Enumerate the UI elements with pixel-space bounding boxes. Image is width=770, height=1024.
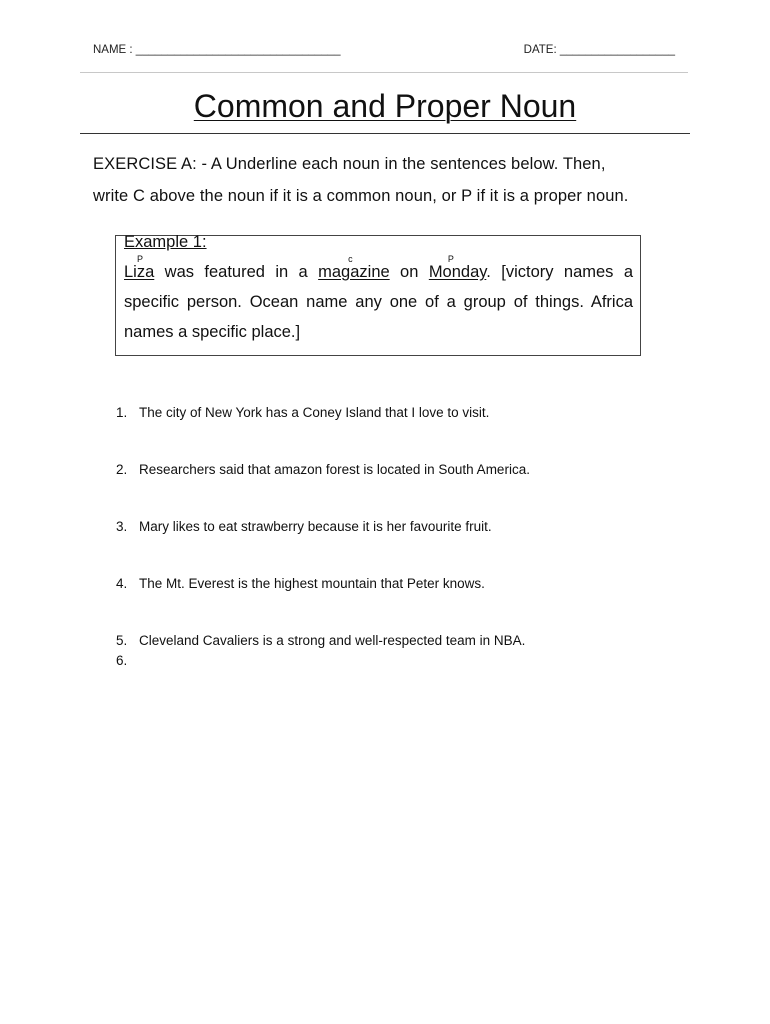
header-row bbox=[93, 44, 675, 56]
proper-noun-mark: P bbox=[137, 254, 144, 264]
question-text: The Mt. Everest is the highest mountain that Peter knows. bbox=[139, 576, 485, 591]
question-number: 3. bbox=[116, 519, 128, 534]
date-field-label: DATE: __________________ bbox=[523, 44, 675, 56]
example-noun-text: Monday bbox=[428, 263, 487, 281]
question-text: The city of New York has a Coney Island that I love to visit. bbox=[139, 405, 490, 420]
example-text-segment: on bbox=[389, 263, 429, 281]
example-noun-text: magazine bbox=[318, 263, 390, 281]
example-noun-magazine bbox=[318, 254, 390, 281]
question-number: 6. bbox=[116, 653, 128, 668]
question-list bbox=[116, 405, 676, 673]
question-item bbox=[116, 462, 676, 519]
instructions-line-1: EXERCISE A: - A Underline each noun in the sentences below. Then, bbox=[93, 155, 606, 173]
instructions-line-2: write C above the noun if it is a common noun, or P if it is a proper noun. bbox=[93, 187, 629, 205]
name-field-label: NAME : ________________________________ bbox=[93, 44, 341, 56]
example-title: Example 1: bbox=[124, 233, 207, 251]
question-item bbox=[116, 519, 676, 576]
example-sentence bbox=[124, 254, 633, 347]
question-number: 4. bbox=[116, 576, 128, 591]
question-item bbox=[116, 633, 676, 653]
question-item bbox=[116, 576, 676, 633]
proper-noun-mark: P bbox=[447, 254, 454, 264]
example-noun-text: Liza bbox=[124, 263, 155, 281]
common-noun-mark: c bbox=[348, 254, 353, 264]
example-noun-liza bbox=[124, 254, 155, 281]
title-divider bbox=[80, 133, 690, 134]
question-item bbox=[116, 405, 676, 462]
example-text-segment: was featured in a bbox=[154, 263, 319, 281]
example-noun-monday bbox=[428, 254, 487, 281]
header-divider bbox=[80, 72, 688, 73]
question-text: Researchers said that amazon forest is located in South America. bbox=[139, 462, 530, 477]
page-title: Common and Proper Noun bbox=[193, 88, 577, 124]
question-text: Mary likes to eat strawberry because it is her favourite fruit. bbox=[139, 519, 492, 534]
exercise-instructions bbox=[93, 148, 693, 212]
question-item bbox=[116, 653, 676, 673]
question-text: Cleveland Cavaliers is a strong and well-respected team in NBA. bbox=[139, 633, 526, 648]
example-text-segment: . [victory names a specific person. Ocean name any one of a group of things. Africa names a specific place.] bbox=[124, 263, 633, 341]
question-number: 2. bbox=[116, 462, 128, 477]
question-number: 1. bbox=[116, 405, 128, 420]
question-number: 5. bbox=[116, 633, 128, 648]
